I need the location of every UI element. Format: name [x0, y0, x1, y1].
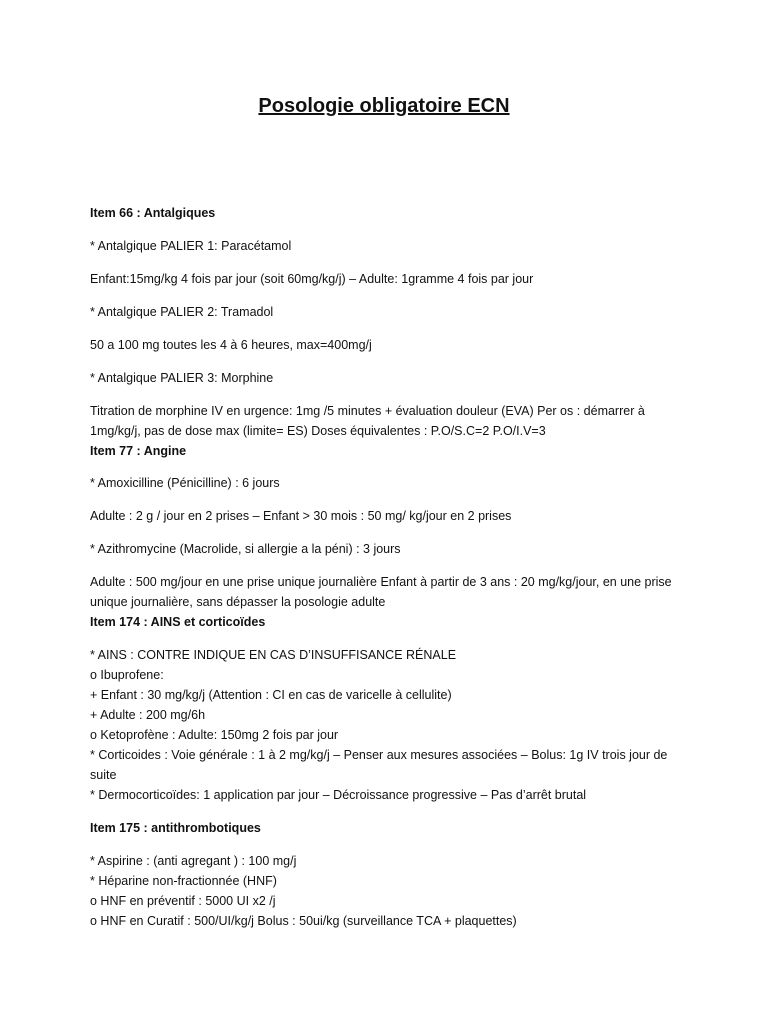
text-line: * Héparine non-fractionnée (HNF)	[90, 874, 277, 888]
text-line: * Aspirine : (anti agregant ) : 100 mg/j	[90, 854, 297, 868]
text-line: o HNF en préventif : 5000 UI x2 /j	[90, 894, 276, 908]
text-line: * Antalgique PALIER 3: Morphine	[90, 371, 274, 385]
text-line: Enfant:15mg/kg 4 fois par jour (soit 60mg/kg/j) – Adulte: 1gramme 4 fois par jour	[90, 272, 534, 286]
text-line: * Dermocorticoïdes: 1 application par jour – Décroissance progressive – Pas d’arrêt brutal	[90, 788, 587, 802]
section-heading-item-174: Item 174 : AINS et corticoïdes	[90, 615, 266, 629]
text-line: * Antalgique PALIER 1: Paracétamol	[90, 239, 292, 253]
text-paragraph: * Corticoides : Voie générale : 1 à 2 mg/kg/j – Penser aux mesures associées – Bolus: 1g IV trois jour de suite	[90, 748, 668, 782]
text-line: o HNF en Curatif : 500/UI/kg/j Bolus : 50ui/kg (surveillance TCA + plaquettes)	[90, 914, 517, 928]
text-paragraph: Titration de morphine IV en urgence: 1mg /5 minutes + évaluation douleur (EVA) Per os : démarrer à 1mg/kg/j, pas de dose max (limite= ES) Doses équivalentes : P.O/S.C=2 P.O/I.V=3	[90, 404, 645, 438]
text-line: o Ketoprofène : Adulte: 150mg 2 fois par jour	[90, 728, 339, 742]
section-heading-item-175: Item 175 : antithrombotiques	[90, 821, 261, 835]
text-paragraph: Adulte : 500 mg/jour en une prise unique journalière Enfant à partir de 3 ans : 20 mg/kg/jour, en une prise unique journalière, sans dépasser la posologie adulte	[90, 575, 672, 609]
text-line: * Amoxicilline (Pénicilline) : 6 jours	[90, 476, 280, 490]
text-line: * Azithromycine (Macrolide, si allergie a la péni) : 3 jours	[90, 542, 401, 556]
text-line: + Adulte : 200 mg/6h	[90, 708, 206, 722]
text-line: o Ibuprofene:	[90, 668, 164, 682]
text-line: + Enfant : 30 mg/kg/j (Attention : CI en cas de varicelle à cellulite)	[90, 688, 452, 702]
section-heading-item-66: Item 66 : Antalgiques	[90, 206, 216, 220]
document-title: Posologie obligatoire ECN	[258, 95, 510, 117]
text-line: * AINS : CONTRE INDIQUE EN CAS D’INSUFFISANCE RÉNALE	[90, 648, 457, 662]
text-line: Adulte : 2 g / jour en 2 prises – Enfant > 30 mois : 50 mg/ kg/jour en 2 prises	[90, 509, 512, 523]
text-line: 50 a 100 mg toutes les 4 à 6 heures, max=400mg/j	[90, 338, 372, 352]
text-line: * Antalgique PALIER 2: Tramadol	[90, 305, 274, 319]
section-heading-item-77: Item 77 : Angine	[90, 444, 187, 458]
